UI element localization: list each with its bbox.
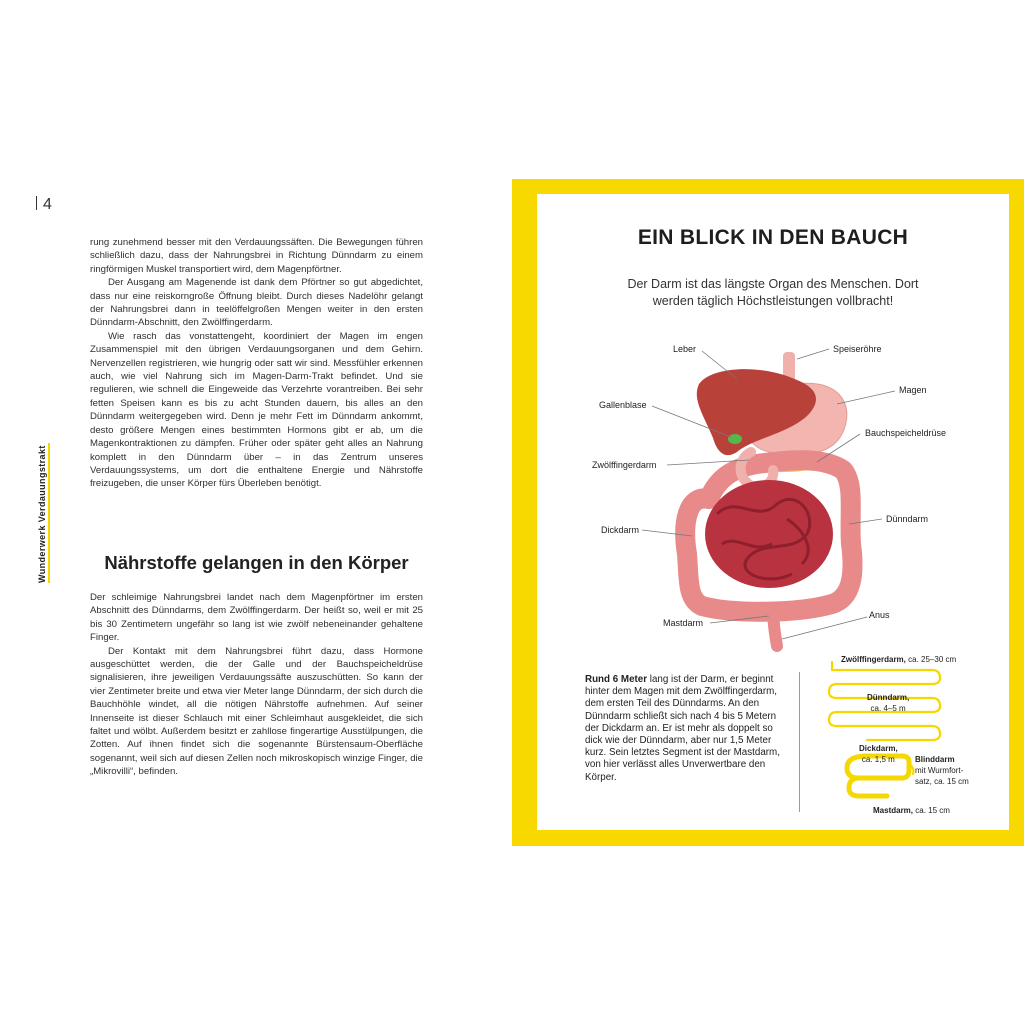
paragraph: Der Ausgang am Magenende ist dank dem Pförtner so gut abgedichtet, dass nur eine reiskorngroße Öffnung bleibt. Durch dieses Nadelöhr gelangt der Nahrungsbrei dann in teelöffelgroßen Mengen weiter in den ersten Dünndarm-Abschnitt, den Zwölffingerdarm.	[90, 277, 423, 329]
body-text-column-1	[90, 236, 423, 491]
page-number	[36, 196, 52, 214]
label-anus: Anus	[869, 610, 890, 620]
label-dickdarm: Dickdarm	[601, 525, 640, 535]
card-title: EIN BLICK IN DEN BAUCH	[637, 226, 909, 249]
label-duenndarm: Dünndarm	[886, 514, 929, 524]
paragraph: Wie rasch das vonstattengeht, koordiniert der Magen im engen Zusammenspiel mit den übrigen Verdauungsorganen und dem Gehirn. Nervenzellen registrieren, wie hungrig oder satt wir sind. Messfühler erkennen auch, wie viel Nahrung sich im Magen-Darm-Trakt befindet. Und sie regulieren, wie schnell die Eingeweide das Verzehrte vorantreiben. Bei sehr fetten Speisen kann es bis zu acht Stunden dauern, bis alles an den Dünndarm weitergegeben wird. Denn je mehr Fett im Dünndarm ankommt, desto größere Mengen eines bestimmten Hormons gibt er ab, um die Magenkontraktionen zu dämpfen. Früher oder später geht alles an Nahrung komplett in den Dünndarm über – in das Zentrum unseres Verdauungssystems, um dort die enthaltene Energie und Nährstoffe freizugeben, die unser Körper fürs Überleben benötigt.	[90, 330, 423, 490]
card-subtitle: Der Darm ist das längste Organ des Menschen. Dort werden täglich Höchstleistungen vollbracht!	[627, 277, 919, 308]
label-speiseroehre: Speiseröhre	[833, 344, 882, 354]
gut-length-diagram	[537, 194, 1009, 830]
gut-label-dickdarm: Dickdarm, ca. 1,5 m	[859, 744, 898, 764]
page-number-text: 4	[43, 196, 52, 213]
page-number-divider	[36, 196, 37, 210]
infographic-card	[537, 194, 1009, 830]
label-bauchspeicheldruese: Bauchspeicheldrüse	[865, 428, 947, 438]
label-zwoelffingerdarm: Zwölffingerdarm	[592, 460, 657, 470]
label-leber: Leber	[673, 344, 697, 354]
label-gallenblase: Gallenblase	[599, 400, 647, 410]
label-mastdarm: Mastdarm	[663, 618, 704, 628]
paragraph: rung zunehmend besser mit den Verdauungssäften. Die Bewegungen führen schließlich dazu, dass der Nahrungsbrei in Richtung Dünndarm zu einem ringförmigen Muskel transportiert wird, dem Magenpförtner.	[90, 237, 423, 275]
paragraph: Der Kontakt mit dem Nahrungsbrei führt dazu, dass Hormone ausgeschüttet werden, die der Galle und der Bauchspeicheldrüse signalisieren, ihre jeweiligen Verdauungssäfte auszuschütten. So kann der vier Zentimeter breite und etwa vier Meter lange Dünndarm, der sich durch die Bauchhöhle windet, all die nötigen Nährstoffe aufnehmen. Auf seiner Innenseite ist dieser Schlauch mit einer Schleimhaut ausgekleidet, die sich faltet und wölbt. Außerdem besitzt er zahllose fingerartige Ausstülpungen, die Zotten. Auf ihnen findet sich die sogenannte Bürstensaum-Oberfläche sogenannt, weil sich auf diesen Zellen noch mikroskopisch winzige Finger, die „Mikrovilli“, befinden.	[90, 645, 423, 778]
body-text-column-2	[90, 591, 423, 779]
gut-label-zwoelffingerdarm: Zwölffingerdarm, ca. 25–30 cm	[841, 655, 957, 664]
paragraph: Der schleimige Nahrungsbrei landet nach dem Magenpförtner im ersten Abschnitt des Dünndarms, dem Zwölffingerdarm. Der heißt so, weil er mit 25 bis 30 Zentimetern ungefähr so lang ist wie zwölf nebeneinander gehaltene Finger.	[90, 592, 423, 644]
gut-label-duenndarm: Dünndarm, ca. 4–5 m	[867, 693, 910, 713]
bottom-description-text: lang ist der Darm, er beginnt hinter dem Magen mit dem Zwölffingerdarm, dem ersten Teil des Dünndarms. An den Dünndarm schließt sich nach 4 bis 5 Metern der Dickdarm an. Er ist mehr als doppelt so dick wie der Dünndarm, aber nur 1,5 Meter kurz. Sein letztes Segment ist der Mastdarm, von hier verlässt alles Unverwertbare den Körper.	[585, 674, 780, 783]
bottom-description-bold: Rund 6 Meter	[585, 674, 648, 685]
label-magen: Magen	[899, 385, 927, 395]
gut-label-mastdarm: Mastdarm, ca. 15 cm	[873, 806, 950, 815]
section-heading: Nährstoffe gelangen in den Körper	[104, 552, 409, 573]
section-side-label: Wunderwerk Verdauungstrakt	[36, 443, 50, 583]
gut-label-blinddarm: Blinddarm mit Wurmfort- satz, ca. 15 cm	[915, 755, 969, 786]
